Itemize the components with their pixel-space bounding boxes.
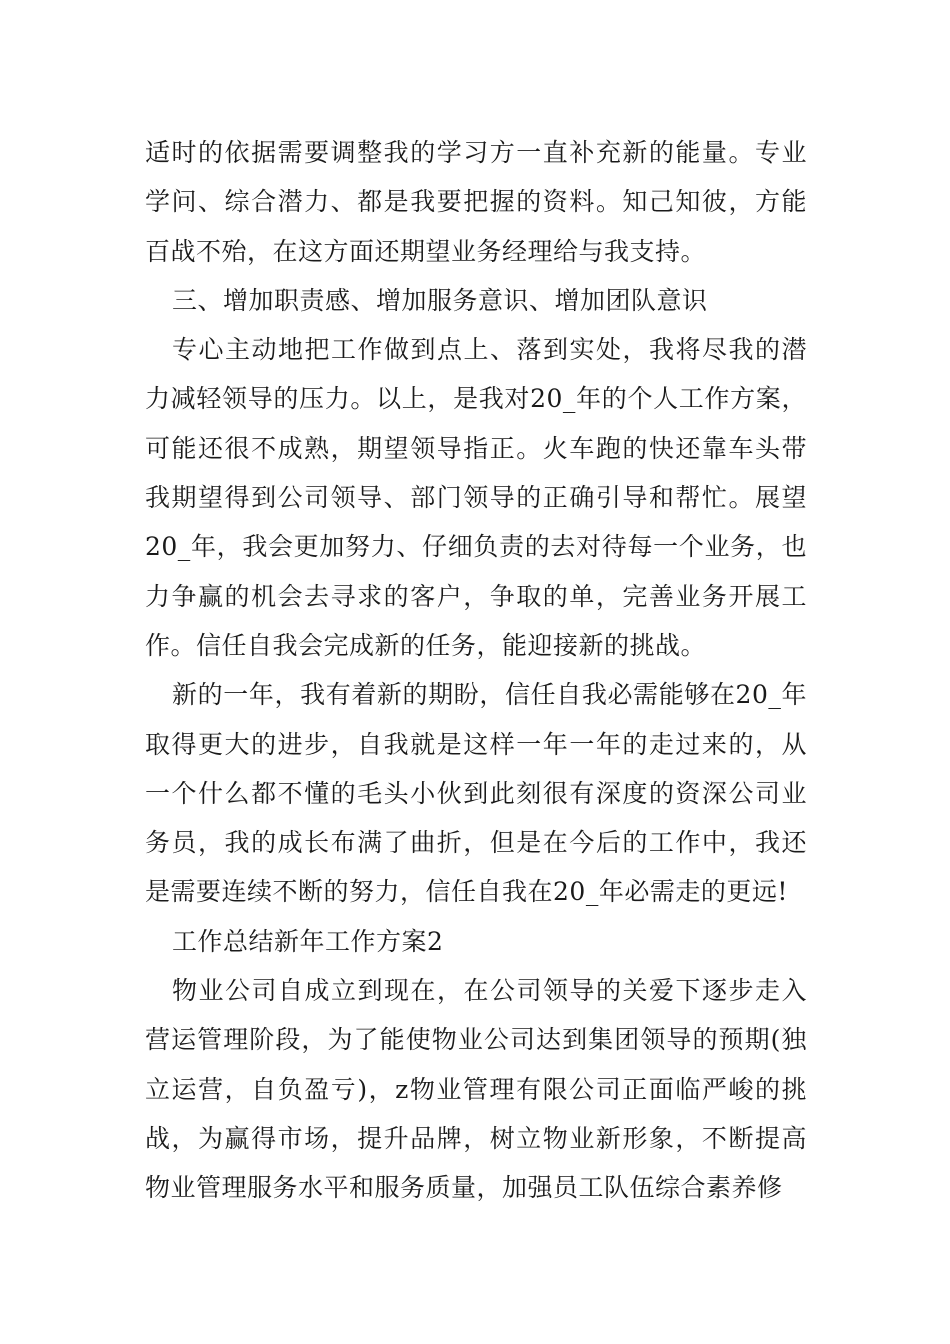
paragraph-1: 适时的依据需要调整我的学习方一直补充新的能量。专业学问、综合潜力、都是我要把握的资料。知己知彼，方能百战不殆，在这方面还期望业务经理给与我支持。 xyxy=(145,138,807,266)
section-heading-3: 三、增加职责感、增加服务意识、增加团队意识 xyxy=(172,285,708,315)
paragraph-4: 物业公司自成立到现在，在公司领导的关爱下逐步走入营运管理阶段，为了能使物业公司达到集团领导的预期(独立运营，自负盈亏)，z物业管理有限公司正面临严峻的挑战，为赢得市场，提升品牌，树立物业新形象，不断提高物业管理服务水平和服务质量，加强员工队伍综合素养修 xyxy=(145,976,807,1203)
article-title-2: 工作总结新年工作方案2 xyxy=(172,926,444,956)
paragraph-2: 专心主动地把工作做到点上、落到实处，我将尽我的潜力减轻领导的压力。以上，是我对20_年的个人工作方案，可能还很不成熟，期望领导指正。火车跑的快还靠车头带我期望得到公司领导、部门领导的正确引导和帮忙。展望20_年，我会更加努力、仔细负责的去对待每一个业务，也力争赢的机会去寻求的客户，争取的单，完善业务开展工作。信任自我会完成新的任务，能迎接新的挑战。 xyxy=(145,335,807,660)
paragraph-3: 新的一年，我有着新的期盼，信任自我必需能够在20_年取得更大的进步，自我就是这样一年一年的走过来的，从一个什么都不懂的毛头小伙到此刻很有深度的资深公司业务员，我的成长布满了曲折，但是在今后的工作中，我还是需要连续不断的努力，信任自我在20_年必需走的更远! xyxy=(145,680,807,907)
document-body xyxy=(145,128,807,1213)
